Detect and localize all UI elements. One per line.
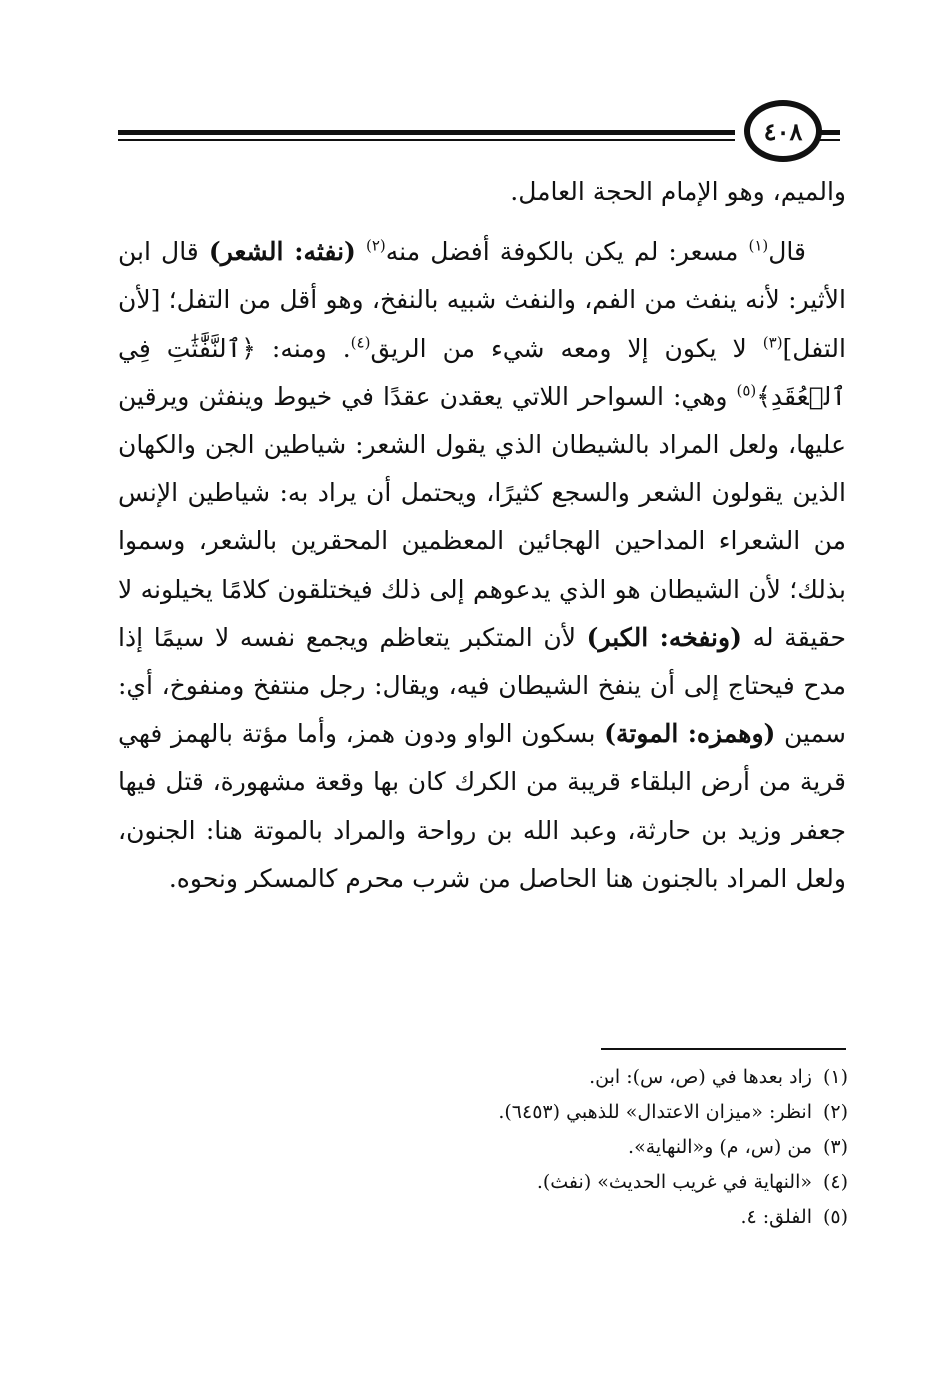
text-segment: . ومنه: [255, 333, 351, 363]
text-segment: لأن المتكبر يتعاظم ويجمع نفسه لا سيمًا إذا مدح فيحتاج إلى أن ينفخ الشيطان فيه، ويقال: رجل منتفخ ومنفوخ، أي: سمين [118, 622, 847, 749]
footnote-text: انظر: «ميزان الاعتدال» للذهبي (٦٤٥٣). [498, 1101, 812, 1123]
text-segment [356, 237, 366, 266]
body-text [118, 168, 846, 903]
footnote-text: من (س، م) و«النهاية». [628, 1136, 812, 1158]
footnote-item [248, 1130, 848, 1165]
footnote-ref-3: (٣) [762, 333, 783, 352]
quran-verse: ﴿ٱلنَّفَّٰثَٰتِ فِي ٱلۡعُقَدِ﴾ [118, 333, 846, 411]
text-segment: مسعر: لم يكن بالكوفة أفضل منه [385, 237, 749, 267]
footnote-ref-1: (١) [748, 236, 769, 255]
bold-term-nafkh: (ونفخه: الكبر) [586, 622, 742, 652]
footnote-ref-4: (٤) [350, 333, 371, 352]
footnote-number: (٣) [822, 1136, 848, 1158]
bold-term-nafth: (نفثه: الشعر) [208, 237, 356, 267]
text-segment: قال ابن الأثير: لأنه ينفث من الفم، والنفث شبيه بالنفخ، وهو أقل من التفل؛ [لأن التفل] [118, 237, 846, 363]
footnote-divider [601, 1048, 846, 1050]
text-segment: بسكون الواو ودون همز، وأما مؤتة بالهمز فهي قرية من أرض البلقاء قريبة من الكرك كان بها وقعة مشهورة، قتل فيها جعفر وزيد بن حارثة، وعبد الله بن رواحة والمراد بالموتة هنا: الجنون، ولعل المراد بالجنون هنا الحاصل من شرب محرم كالمسكر ونحوه. [118, 719, 846, 893]
text-segment: قال [768, 237, 806, 267]
text-segment: لا يكون إلا ومعه شيء من الريق [370, 333, 763, 363]
footnote-item [248, 1200, 848, 1235]
text-segment: وهي: السواحر اللاتي يعقدن عقدًا في خيوط وينفثن ويرقين عليها، ولعل المراد بالشيطان الذي يقول الشعر: شياطين الجن والكهان الذين يقولون الشعر والسجع كثيرًا، ويحتمل أن يراد به: شياطين الإنس من الشعراء المداحين الهجائين المعظمين المحقرين بالشعر، وسموا بذلك؛ لأن الشيطان هو الذي يدعوهم إلى ذلك فيختلقون كلامًا يخيلونه لا حقيقة له [118, 381, 847, 652]
footnote-number: (٢) [822, 1101, 848, 1123]
header-rule-thin [118, 139, 735, 141]
footnote-text: زاد بعدها في (ص، س): ابن. [589, 1066, 812, 1088]
header-rule-right [820, 130, 840, 135]
page-header [118, 98, 840, 168]
paragraph-1: والميم، وهو الإمام الحجة العامل. [510, 177, 846, 206]
footnote-ref-2: (٢) [365, 236, 386, 255]
header-rule [118, 130, 735, 135]
footnotes-list [248, 1060, 848, 1235]
bold-term-hamz: (وهمزه: الموتة) [604, 719, 776, 749]
footnote-item [248, 1165, 848, 1200]
footnote-text: الفلق: ٤. [740, 1206, 812, 1228]
footnote-text: «النهاية في غريب الحديث» (نفث). [536, 1171, 812, 1193]
footnote-item [248, 1095, 848, 1130]
paragraph-2 [118, 228, 846, 903]
footnote-number: (٥) [822, 1206, 848, 1228]
footnote-number: (١) [822, 1066, 848, 1088]
page-number: ٤٠٨ [744, 100, 822, 162]
footnote-item [248, 1060, 848, 1095]
header-rule-right-thin [820, 139, 840, 141]
footnote-number: (٤) [822, 1171, 848, 1193]
footnote-ref-5: (٥) [736, 381, 757, 400]
